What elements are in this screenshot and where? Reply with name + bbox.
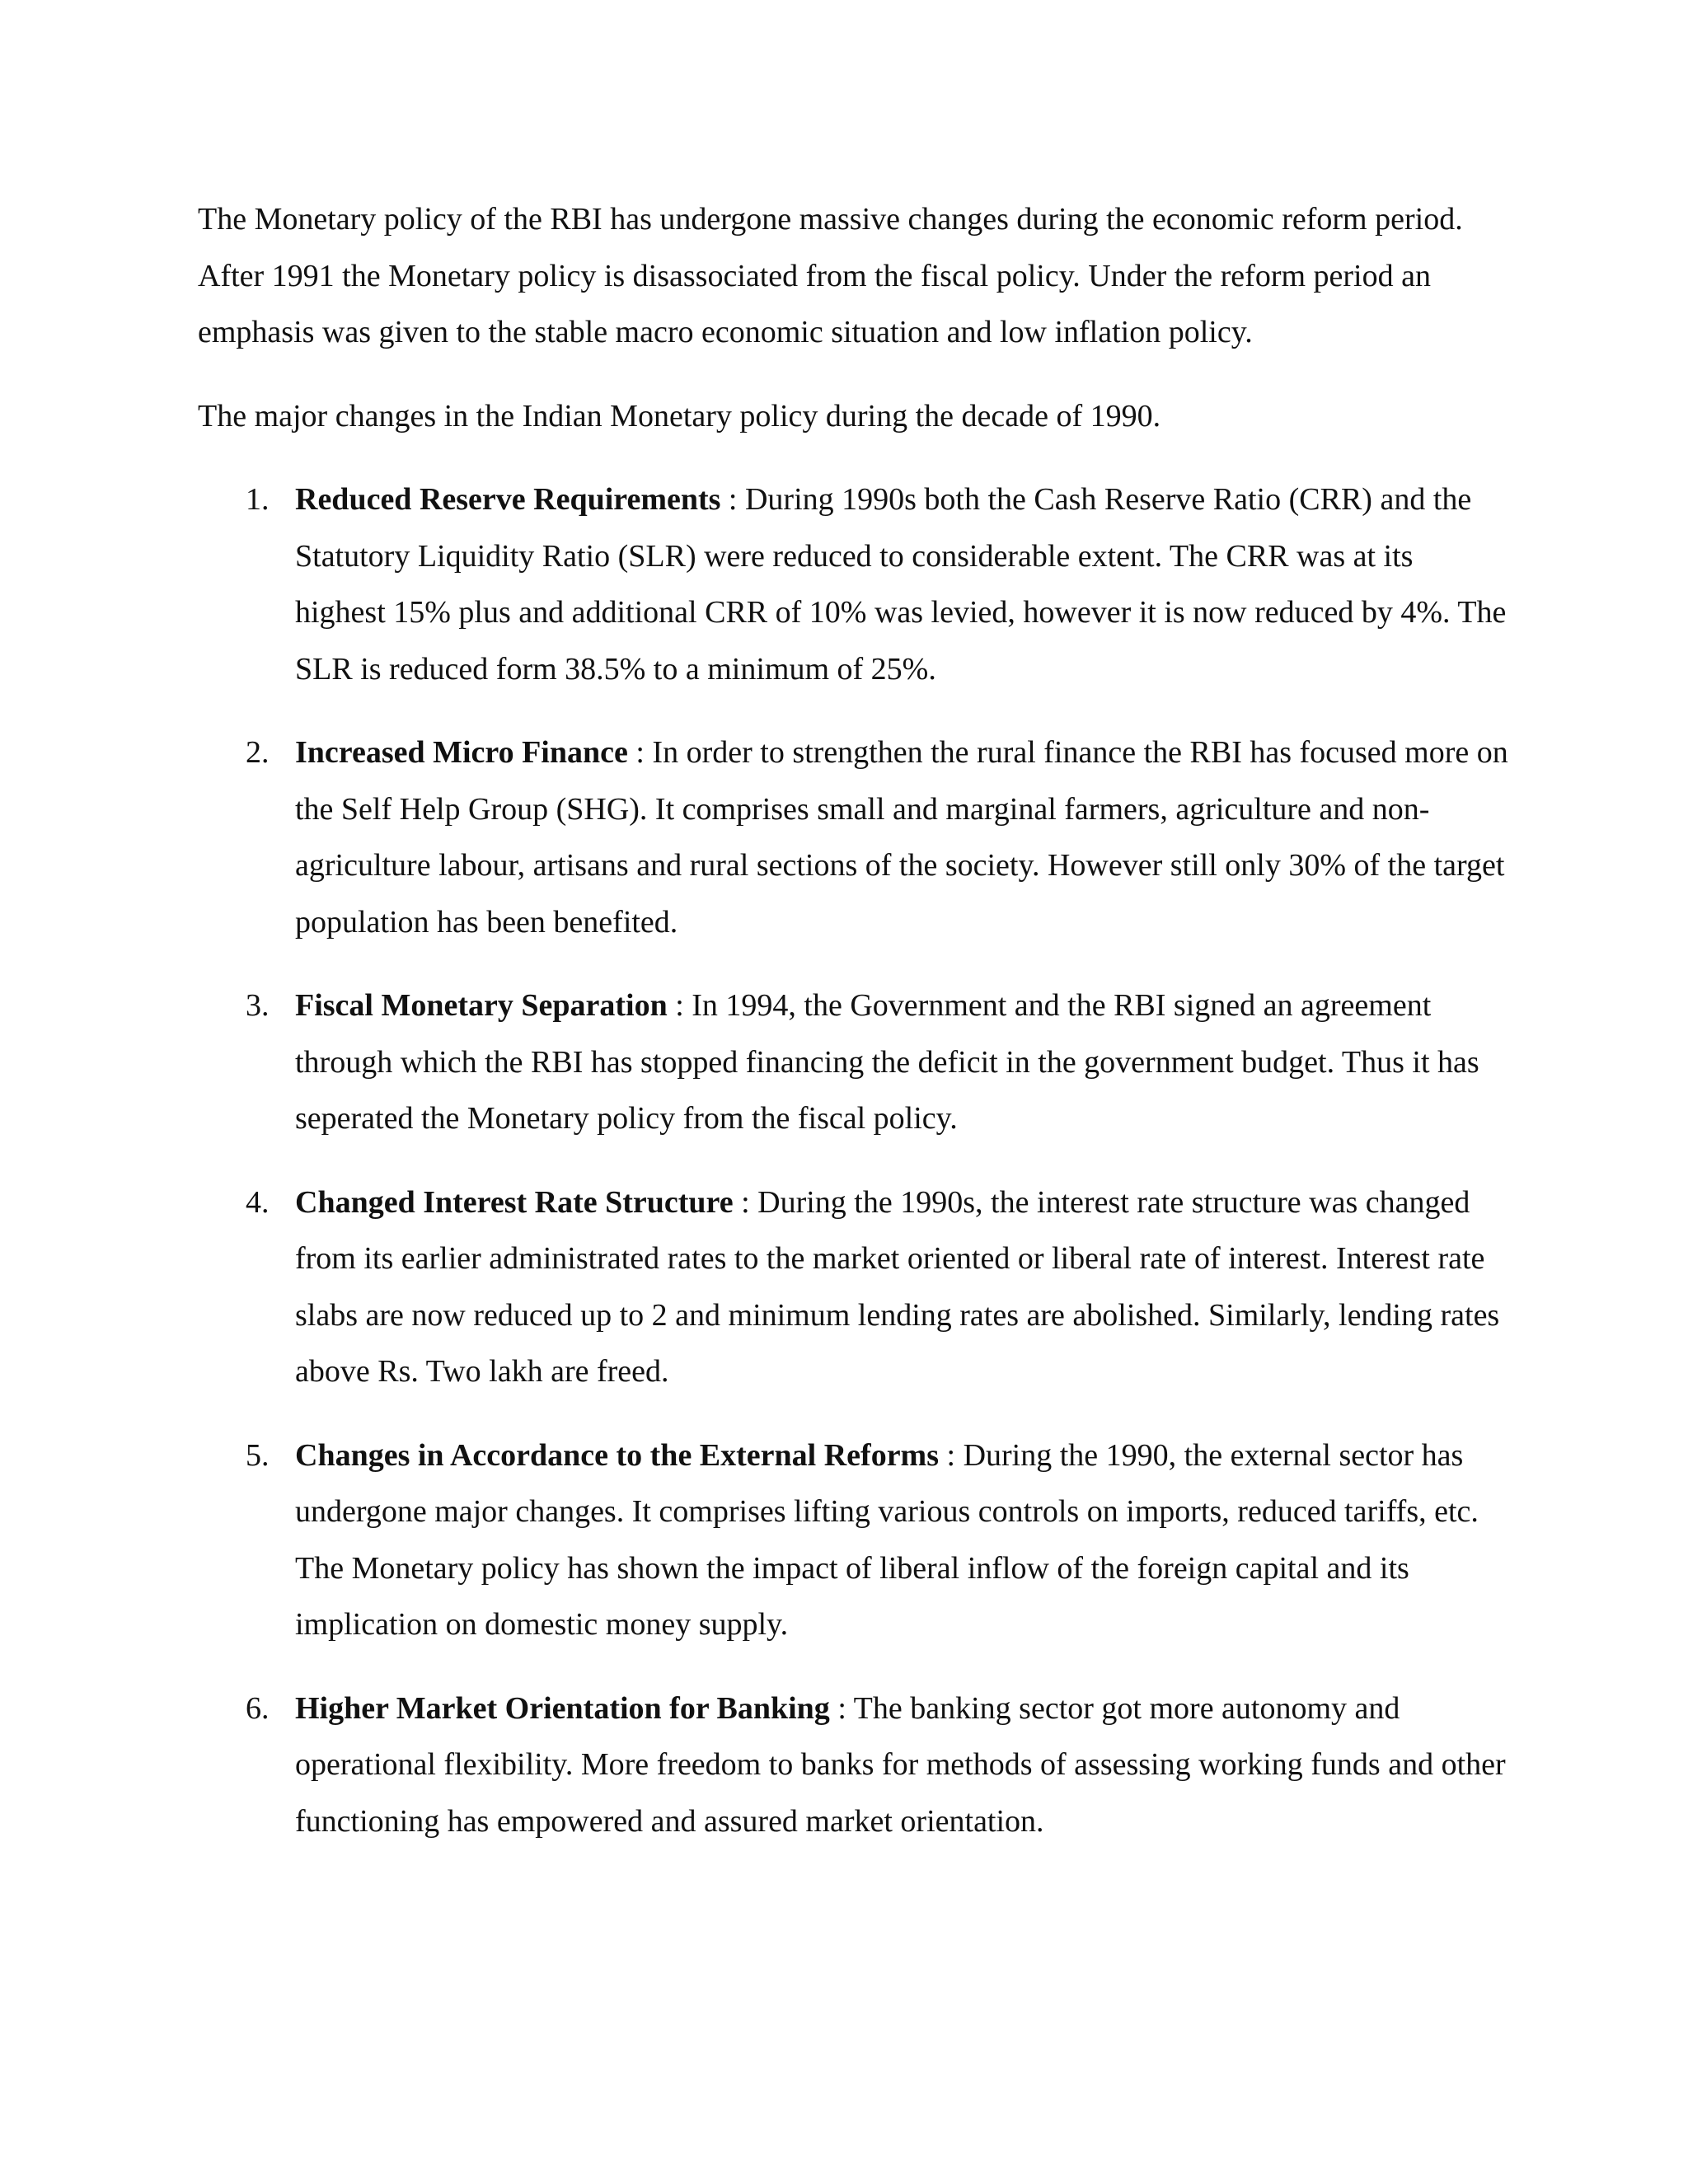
list-item-text: : During the 1990s, the interest rate structure was changed from its earlier administrated rates to the market oriented or liberal rate of interest. Interest rate slabs are now reduced up to 2 and minimum lending rates are abolished. Similarly, lending rates above Rs. Two lakh are freed. bbox=[295, 1184, 1500, 1389]
document-body bbox=[198, 191, 1508, 1877]
list-item-text: : During the 1990, the external sector has undergone major changes. It comprises lifting various controls on imports, reduced tariffs, etc. The Monetary policy has shown the impact of liberal inflow of the foreign capital and its implication on domestic money supply. bbox=[295, 1437, 1479, 1642]
intro-paragraph: The Monetary policy of the RBI has undergone massive changes during the economic reform period. After 1991 the Monetary policy is disassociated from the fiscal policy. Under the reform period an emphasis was given to the stable macro economic situation and low inflation policy. bbox=[198, 202, 1463, 349]
list-item bbox=[198, 1427, 1508, 1653]
list-item-text: : In 1994, the Government and the RBI signed an agreement through which the RBI has stopped financing the deficit in the government budget. Thus it has seperated the Monetary policy from the fiscal policy. bbox=[295, 988, 1479, 1136]
list-item-number: 3. bbox=[246, 988, 270, 1023]
list-item-text: : During 1990s both the Cash Reserve Ratio (CRR) and the Statutory Liquidity Ratio (SLR) were reduced to considerable extent. The CRR was at its highest 15% plus and additional CRR of 10% was levied, however it is now reduced by 4%. The SLR is reduced form 38.5% to a minimum of 25%. bbox=[295, 482, 1507, 687]
list-item-number: 4. bbox=[246, 1184, 270, 1220]
list-item-text: : In order to strengthen the rural finance the RBI has focused more on the Self Help Group (SHG). It comprises small and marginal farmers, agriculture and non-agriculture labour, artisans and rural sections of the society. However still only 30% of the target population has been benefited. bbox=[295, 735, 1508, 940]
list-item bbox=[198, 977, 1508, 1147]
reform-changes-list bbox=[198, 471, 1508, 1849]
list-item-title: Reduced Reserve Requirements bbox=[295, 482, 721, 517]
list-item-title: Higher Market Orientation for Banking bbox=[295, 1690, 830, 1726]
list-item-number: 1. bbox=[246, 482, 270, 517]
list-item-title: Fiscal Monetary Separation bbox=[295, 988, 668, 1023]
list-item-number: 2. bbox=[246, 735, 270, 770]
lead-paragraph: The major changes in the Indian Monetary policy during the decade of 1990. bbox=[198, 398, 1161, 434]
list-item-text: : The banking sector got more autonomy and operational flexibility. More freedom to banks for methods of assessing working funds and other functioning has empowered and assured market orientation. bbox=[295, 1690, 1506, 1839]
list-item-number: 5. bbox=[246, 1437, 270, 1473]
list-item-title: Changed Interest Rate Structure bbox=[295, 1184, 734, 1220]
list-item bbox=[198, 471, 1508, 697]
list-item-title: Changes in Accordance to the External Reforms bbox=[295, 1437, 940, 1473]
list-item bbox=[198, 724, 1508, 950]
list-item bbox=[198, 1680, 1508, 1850]
list-item-number: 6. bbox=[246, 1690, 270, 1726]
list-item-title: Increased Micro Finance bbox=[295, 735, 628, 770]
list-item bbox=[198, 1174, 1508, 1400]
